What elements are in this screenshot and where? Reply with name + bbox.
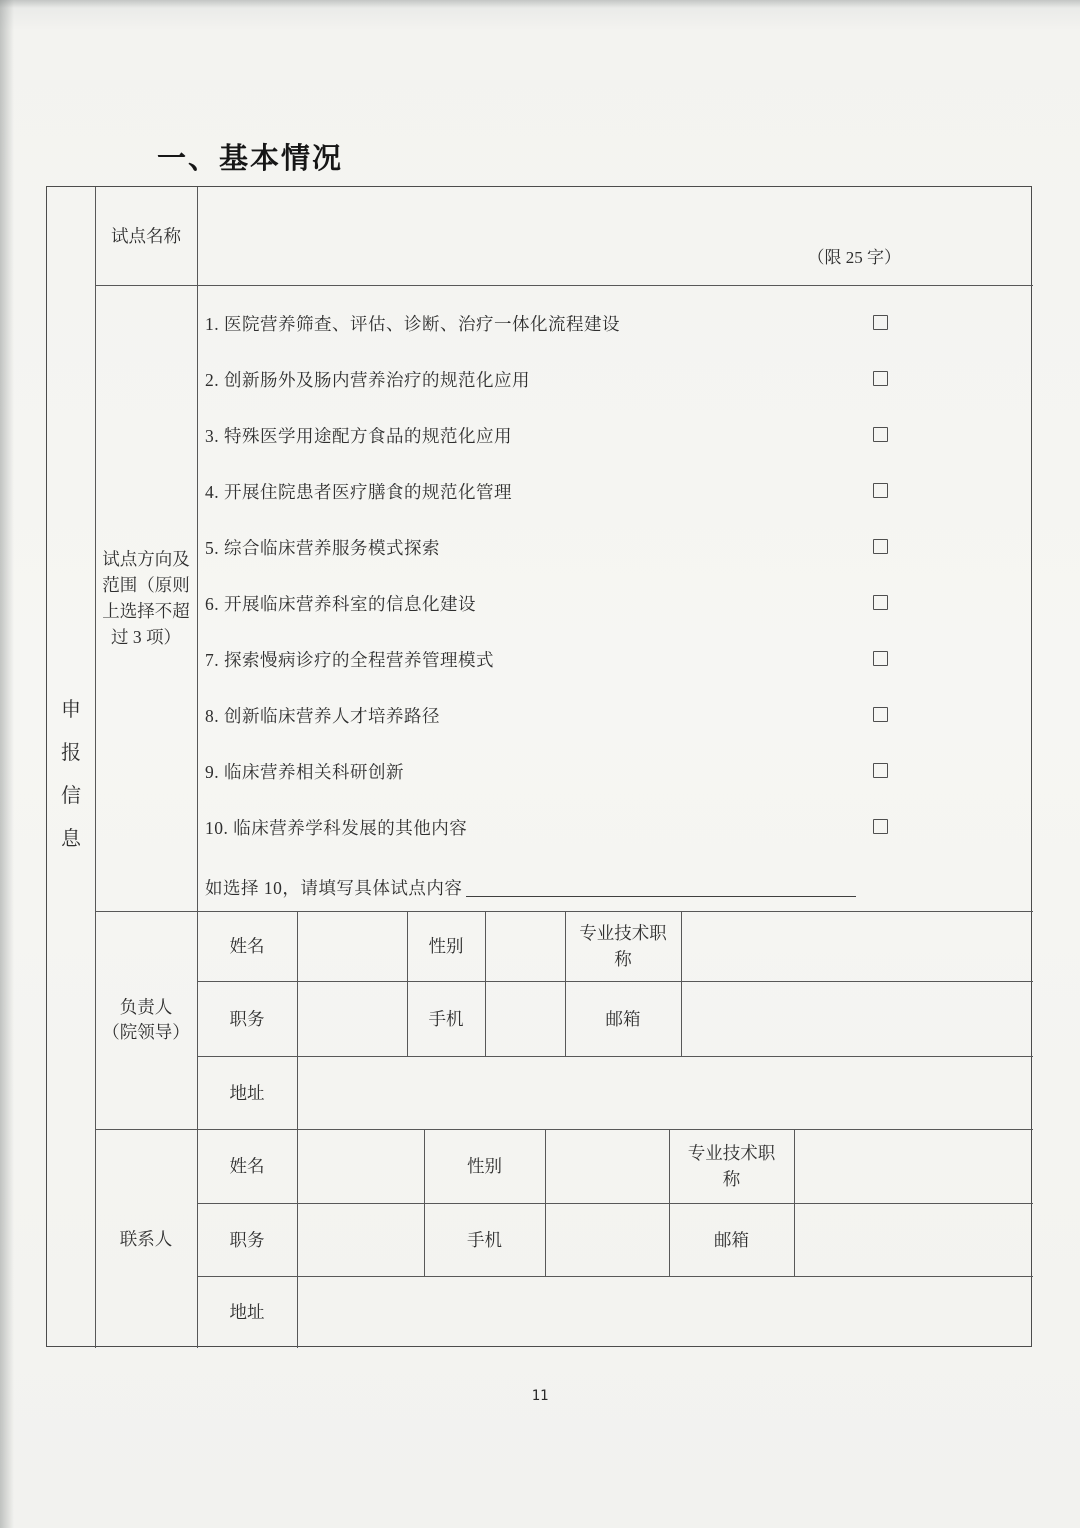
leader-gender-label: 性别 [428, 936, 464, 956]
contact-label: 联系人 [119, 1228, 173, 1249]
contact-tech-title-label: 专业技术职称 [687, 1143, 776, 1189]
leader-tech-title-input-cell[interactable] [681, 911, 1033, 981]
checkbox-icon[interactable] [873, 595, 888, 610]
basic-info-table [46, 186, 1032, 1347]
leader-name-input-cell[interactable] [297, 911, 407, 981]
scan-top-shadow [0, 0, 1080, 8]
checklist-item: 6. 开展临床营养科室的信息化建设 [197, 588, 1033, 618]
direction-checklist [197, 285, 1033, 911]
other-content-fill-row: 如选择 10，请填写具体试点内容 [197, 872, 1033, 902]
scan-edge-shadow [0, 0, 14, 1528]
contact-address-label: 地址 [229, 1302, 265, 1322]
contact-gender-label: 性别 [467, 1156, 502, 1176]
section-title: 一、基本情况 [157, 143, 344, 175]
contact-address-input-cell[interactable] [297, 1276, 1033, 1348]
applicant-info-vertical-label: 申报信息 [61, 699, 81, 850]
checklist-item: 7. 探索慢病诊疗的全程营养管理模式 [197, 644, 1033, 674]
leader-duty-input-cell[interactable] [297, 981, 407, 1056]
pilot-name-label: 试点名称 [111, 226, 181, 246]
checkbox-icon[interactable] [873, 763, 888, 778]
contact-duty-label: 职务 [229, 1229, 265, 1250]
leader-address-input-cell[interactable] [297, 1056, 1033, 1129]
checklist-item: 9. 临床营养相关科研创新 [197, 756, 1033, 786]
contact-phone-label: 手机 [467, 1229, 502, 1250]
contact-gender-input-cell[interactable] [545, 1129, 669, 1203]
checklist-item: 3. 特殊医学用途配方食品的规范化应用 [197, 420, 1033, 450]
fill-in-blank-line[interactable] [466, 896, 856, 897]
contact-name-label: 姓名 [229, 1156, 265, 1176]
leader-address-label: 地址 [229, 1082, 265, 1103]
contact-name-input-cell[interactable] [297, 1129, 424, 1203]
checkbox-icon[interactable] [873, 819, 888, 834]
checklist-item: 2. 创新肠外及肠内营养治疗的规范化应用 [197, 364, 1033, 394]
checklist-item: 8. 创新临床营养人才培养路径 [197, 700, 1033, 730]
contact-duty-input-cell[interactable] [297, 1203, 424, 1276]
page-number: 11 [531, 1388, 549, 1404]
leader-name-label: 姓名 [229, 936, 265, 956]
checklist-item: 4. 开展住院患者医疗膳食的规范化管理 [197, 476, 1033, 506]
leader-phone-label: 手机 [428, 1008, 464, 1029]
checkbox-icon[interactable] [873, 483, 888, 498]
leader-email-label: 邮箱 [605, 1008, 641, 1029]
checkbox-icon[interactable] [873, 371, 888, 386]
pilot-name-input-cell[interactable] [197, 187, 1033, 285]
checkbox-icon[interactable] [873, 539, 888, 554]
checkbox-icon[interactable] [873, 651, 888, 666]
leader-tech-title-label: 专业技术职称 [579, 923, 667, 969]
checkbox-icon[interactable] [873, 315, 888, 330]
contact-phone-input-cell[interactable] [545, 1203, 669, 1276]
checklist-item: 1. 医院营养筛查、评估、诊断、治疗一体化流程建设 [197, 308, 1033, 338]
leader-email-input-cell[interactable] [681, 981, 1033, 1056]
contact-tech-title-input-cell[interactable] [794, 1129, 1033, 1203]
leader-phone-input-cell[interactable] [485, 981, 565, 1056]
checkbox-icon[interactable] [873, 707, 888, 722]
checkbox-icon[interactable] [873, 427, 888, 442]
checklist-item: 10. 临床营养学科发展的其他内容 [197, 812, 1033, 842]
leader-duty-label: 职务 [229, 1008, 265, 1029]
pilot-name-limit-note: （限 25 字） [807, 248, 901, 267]
contact-email-label: 邮箱 [714, 1229, 749, 1250]
leader-gender-input-cell[interactable] [485, 911, 565, 981]
checklist-item: 5. 综合临床营养服务模式探索 [197, 532, 1033, 562]
leader-label: 负责人 （院领导） [102, 997, 190, 1042]
direction-scope-label: 试点方向及范围（原则上选择不超过 3 项） [102, 549, 190, 647]
contact-email-input-cell[interactable] [794, 1203, 1033, 1276]
